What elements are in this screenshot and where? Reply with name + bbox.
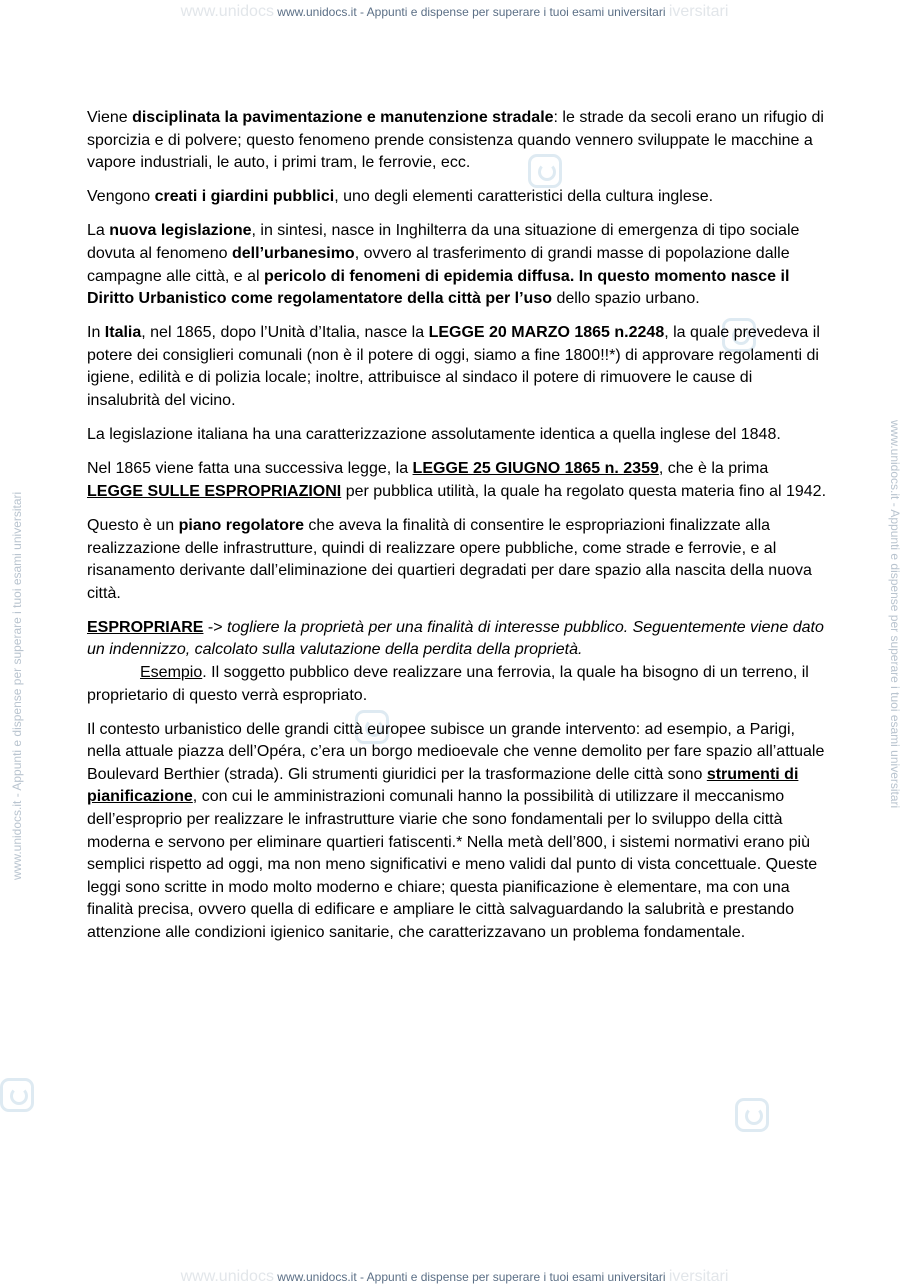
text: Nel 1865 viene fatta una successiva legge, la [87, 460, 413, 478]
text: per pubblica utilità, la quale ha regolato questa materia fino al 1942. [341, 482, 827, 500]
watermark-banner-text: www.unidocs.it - Appunti e dispense per superare i tuoi esami universitari [277, 1270, 666, 1284]
bold-text: piano regolatore [178, 516, 304, 534]
paragraph-legislazione-italiana [87, 424, 827, 447]
paragraph-giardini [87, 186, 827, 209]
text: , ovvero al trasferimento di grandi masse di popolazione dalle campagne alle città, e al [87, 244, 790, 285]
text: La [87, 222, 110, 240]
text: , uno degli elementi caratteristici della cultura inglese. [334, 188, 714, 206]
watermark-banner-right: iversitari [668, 1268, 729, 1285]
bold-text: LEGGE 20 MARZO 1865 n.2248 [428, 324, 665, 342]
paragraph-pavimentazione [87, 107, 827, 175]
text: In [87, 324, 105, 342]
unidocs-logo-icon [0, 1078, 34, 1112]
text: : le strade da secoli erano un rifugio di sporcizia e di polvere; questo fenomeno prende consistenza quando vennero sviluppate le macchine a vapore industriali, le auto, i primi tram, le ferrovie, ecc. [87, 109, 824, 172]
bold-text: pericolo di fenomeni di epidemia diffusa. In questo momento nasce il Diritto Urbanistico come regolamentatore della città per l’uso [87, 267, 790, 308]
text: dello spazio urbano. [552, 290, 700, 308]
underlined-text: Esempio [140, 663, 203, 681]
paragraph-legge-espropriazioni [87, 458, 827, 503]
text: , che è la prima [658, 460, 769, 478]
bold-text: Italia [104, 324, 142, 342]
text: Vengono [87, 188, 155, 206]
text: -> [203, 618, 228, 636]
text: , la quale prevedeva il potere dei consiglieri comunali (non è il potere di oggi, siamo a fine 1800!!*) di approvare regolamenti di igiene, edilità e di polizia locale; inoltre, attribuisce al sindaco il potere di rimuovere le cause di insalubrità del vicino. [87, 324, 820, 410]
text: , in sintesi, nasce in Inghilterra da una situazione di emergenza di tipo sociale dovuta al fenomeno [87, 222, 800, 262]
bold-text: nuova legislazione [109, 222, 252, 240]
text: , con cui le amministrazioni comunali hanno la possibilità di utilizzare il meccanismo dell’esproprio per realizzare le infrastrutture viarie che sono fondamentali per lo sviluppo della città moderna e servono per eliminare quartieri fatiscenti.* Nella metà dell’800, i sistemi normativi erano più semplici rispetto ad oggi, ma non meno significativi e meno validi dal punto di vista concettuale. Queste leggi sono scritte in modo molto moderno e chiare; questa pianificazione è elementare, ma con una finalità precisa, ovvero quella di edificare e ampliare le città salvaguardando la salubrità e prestando attenzione alle condizioni igienico sanitarie, che caratterizzavano un problema fondamentale. [87, 788, 818, 941]
bold-underlined-text: ESPROPRIARE [87, 618, 204, 636]
paragraph-contesto-urbanistico [87, 719, 827, 945]
italic-text: togliere la proprietà per una finalità di interesse pubblico. Seguentemente viene dato un indennizzo, calcolato sulla valutazione della perdita della proprietà. [87, 618, 824, 659]
watermark-banner-top [0, 3, 909, 21]
unidocs-logo-icon [735, 1098, 769, 1132]
text: Viene [87, 109, 133, 126]
watermark-banner-left: www.unidocs [180, 1268, 274, 1285]
watermark-banner-bottom [0, 1268, 909, 1286]
watermark-banner-text: www.unidocs.it - Appunti e dispense per superare i tuoi esami universitari [277, 5, 666, 19]
watermark-side-right: www.unidocs.it - Appunti e dispense per superare i tuoi esami universitari [888, 420, 902, 809]
watermark-banner-left: www.unidocs [180, 3, 274, 20]
bold-text: creati i giardini pubblici [154, 188, 335, 206]
bold-text: disciplinata la pavimentazione e manutenzione stradale [132, 109, 554, 126]
paragraph-italia [87, 322, 827, 412]
text: . Il soggetto pubblico deve realizzare una ferrovia, la quale ha bisogno di un terreno, il proprietario di questo verrà espropriato. [87, 663, 809, 704]
paragraph-legislazione [87, 220, 827, 310]
document-body [87, 107, 827, 956]
text: , nel 1865, dopo l’Unità d’Italia, nasce la [141, 324, 429, 342]
watermark-side-left: www.unidocs.it - Appunti e dispense per superare i tuoi esami universitari [10, 491, 24, 880]
text: Questo è un [87, 516, 179, 534]
text: Il contesto urbanistico delle grandi città europee subisce un grande intervento: ad esempio, a Parigi, nella attuale piazza dell’Opéra, c’era un borgo medioevale che venne demolito per fare spazio all’attuale Boulevard Berthier (strada). Gli strumenti giuridici per la trasformazione delle città sono [87, 720, 825, 783]
bold-underlined-text: strumenti di pianificazione [87, 765, 799, 806]
bold-text: dell’urbanesimo [232, 244, 355, 262]
text: che aveva la finalità di consentire le espropriazioni finalizzate alla realizzazione delle infrastrutture, quindi di realizzare opere pubbliche, come strade e ferrovie, e al risanamento derivante dall’eliminazione dei quartieri degradati per dare spazio alla nascita della nuova città. [87, 516, 812, 602]
bold-underlined-text: LEGGE SULLE ESPROPRIAZIONI [87, 482, 342, 500]
paragraph-piano-regolatore [87, 515, 827, 605]
paragraph-espropriare [87, 617, 827, 707]
watermark-banner-right: iversitari [668, 3, 729, 20]
text: La legislazione italiana ha una caratterizzazione assolutamente identica a quella inglese del 1848. [87, 426, 781, 444]
bold-underlined-text: LEGGE 25 GIUGNO 1865 n. 2359 [412, 460, 659, 478]
